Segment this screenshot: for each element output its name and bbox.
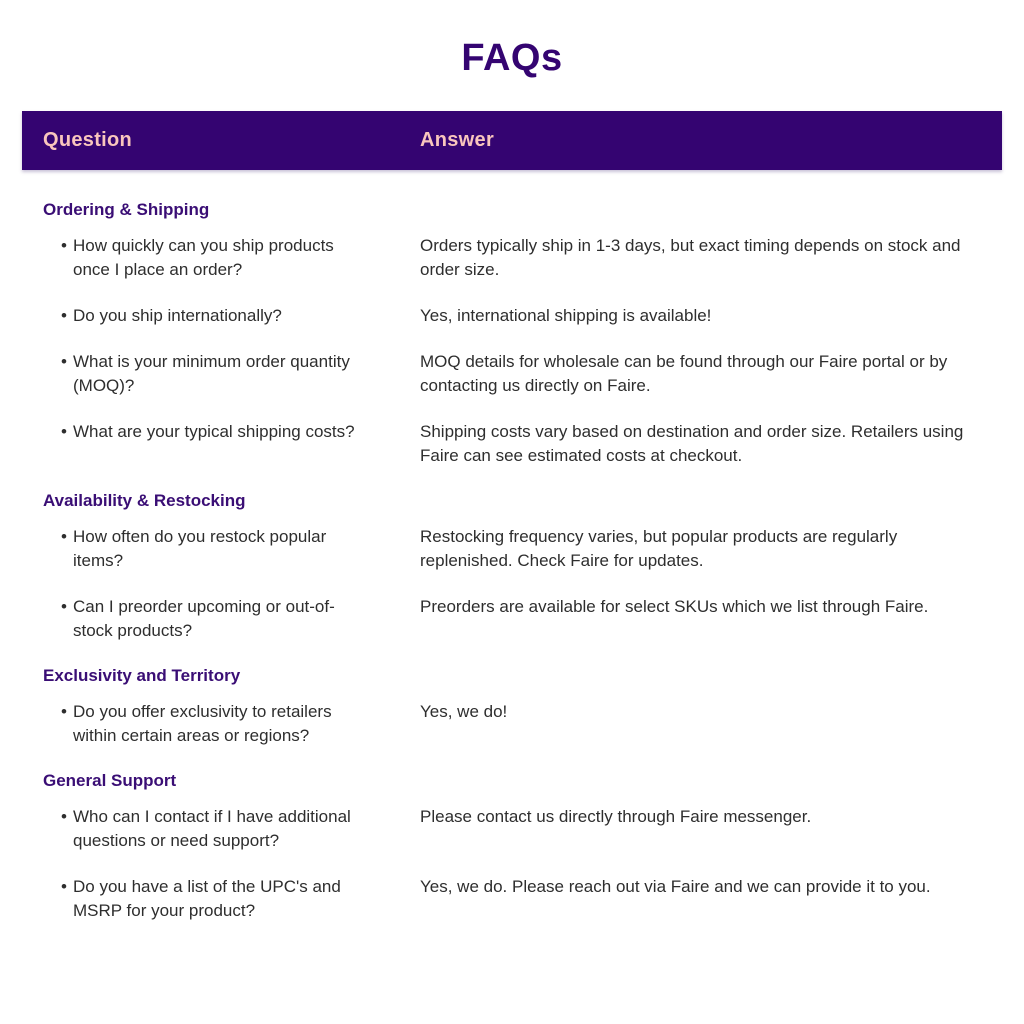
faq-row <box>43 525 1002 573</box>
question-text: What is your minimum order quantity (MOQ)? <box>73 352 350 395</box>
section-title: General Support <box>43 771 177 790</box>
answer-text: Preorders are available for select SKUs which we list through Faire. <box>420 597 929 616</box>
faq-row <box>43 595 1002 643</box>
bullet-icon: • <box>61 807 67 826</box>
question-text: Do you offer exclusivity to retailers within certain areas or regions? <box>73 702 332 745</box>
section-title: Availability & Restocking <box>43 491 246 510</box>
question-text: How often do you restock popular items? <box>73 527 327 570</box>
faq-row <box>43 234 1002 282</box>
answer-column-header: Answer <box>420 129 495 151</box>
answer-text: MOQ details for wholesale can be found through our Faire portal or by contacting us directly on Faire. <box>420 352 948 395</box>
question-cell <box>43 350 420 398</box>
question-column-header: Question <box>43 129 133 151</box>
question-text: What are your typical shipping costs? <box>73 422 355 441</box>
question-cell <box>43 420 420 468</box>
answer-text: Yes, we do! <box>420 702 508 721</box>
answer-text: Restocking frequency varies, but popular products are regularly replenished. Check Faire for updates. <box>420 527 898 570</box>
table-header-bar <box>22 111 1002 170</box>
bullet-icon: • <box>61 236 67 255</box>
bullet-icon: • <box>61 877 67 896</box>
question-cell <box>43 875 420 923</box>
question-cell <box>43 234 420 282</box>
faq-row <box>43 420 1002 468</box>
question-cell <box>43 805 420 853</box>
bullet-icon: • <box>61 352 67 371</box>
question-cell <box>43 304 420 328</box>
section-title: Ordering & Shipping <box>43 200 210 219</box>
faq-row <box>43 700 1002 748</box>
page-title: FAQs <box>461 37 563 79</box>
answer-text: Shipping costs vary based on destination and order size. Retailers using Faire can see estimated costs at checkout. <box>420 422 964 465</box>
bullet-icon: • <box>61 422 67 441</box>
faq-row <box>43 875 1002 923</box>
faq-row <box>43 304 1002 328</box>
question-text: How quickly can you ship products once I place an order? <box>73 236 334 279</box>
faq-section <box>43 199 1002 468</box>
bullet-icon: • <box>61 597 67 616</box>
question-text: Do you ship internationally? <box>73 306 282 325</box>
answer-text: Please contact us directly through Faire messenger. <box>420 807 812 826</box>
question-cell <box>43 595 420 643</box>
bullet-icon: • <box>61 306 67 325</box>
faq-section <box>43 665 1002 748</box>
question-text: Who can I contact if I have additional questions or need support? <box>73 807 351 850</box>
question-text: Can I preorder upcoming or out-of-stock products? <box>73 597 335 640</box>
faq-section <box>43 490 1002 643</box>
section-title: Exclusivity and Territory <box>43 666 241 685</box>
faq-row <box>43 350 1002 398</box>
answer-text: Yes, we do. Please reach out via Faire and we can provide it to you. <box>420 877 931 896</box>
answer-text: Orders typically ship in 1-3 days, but exact timing depends on stock and order size. <box>420 236 961 279</box>
faq-row <box>43 805 1002 853</box>
bullet-icon: • <box>61 527 67 546</box>
question-cell <box>43 525 420 573</box>
question-text: Do you have a list of the UPC's and MSRP for your product? <box>73 877 341 920</box>
faq-table-body <box>22 199 1002 923</box>
answer-text: Yes, international shipping is available! <box>420 306 712 325</box>
question-cell <box>43 700 420 748</box>
bullet-icon: • <box>61 702 67 721</box>
faq-section <box>43 770 1002 923</box>
